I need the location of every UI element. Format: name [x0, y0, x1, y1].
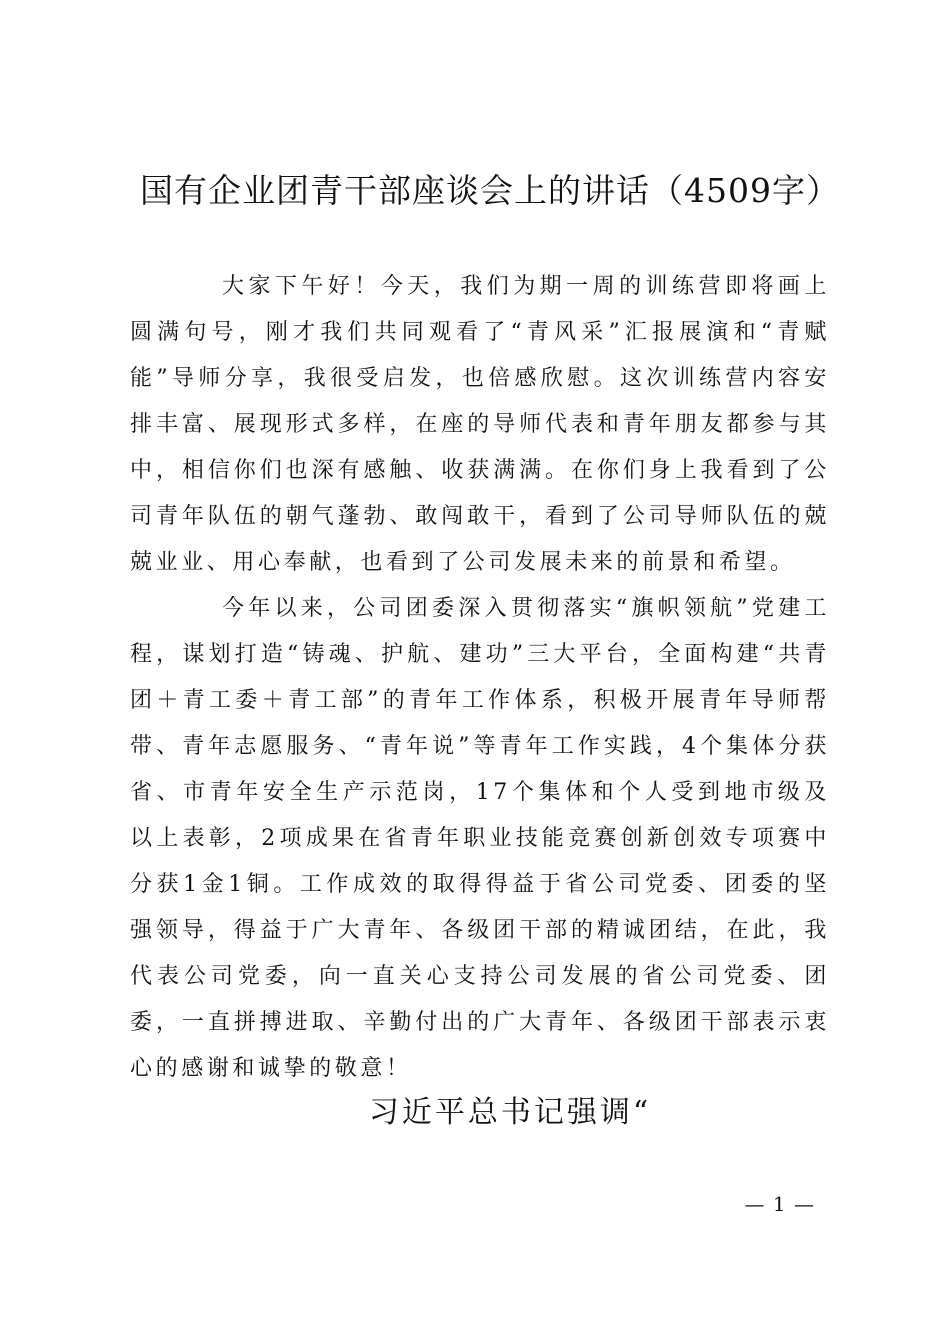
- document-title: 国有企业团青干部座谈会上的讲话（4509字）: [140, 171, 840, 210]
- section-subheading: 习近平总书记强调“: [368, 1095, 652, 1130]
- document-body: [130, 264, 830, 1092]
- paragraph-2: 今年以来，公司团委深入贯彻落实“旗帜领航”党建工程，谋划打造“铸魂、护航、建功”三大平台，全面构建“共青团＋青工委＋青工部”的青年工作体系，积极开展青年导师帮带、青年志愿服务、“青年说”等青年工作实践，4个集体分获省、市青年安全生产示范岗，17个集体和个人受到地市级及以上表彰，2项成果在省青年职业技能竞赛创新创效专项赛中分获1金1铜。工作成效的取得得益于省公司党委、团委的坚强领导，得益于广大青年、各级团干部的精诚团结，在此，我代表公司党委，向一直关心支持公司发展的省公司党委、团委，一直拼搏进取、辛勤付出的广大青年、各级团干部表示衷心的感谢和诚挚的敬意！: [130, 596, 830, 1081]
- paragraph-1: 大家下午好！今天，我们为期一周的训练营即将画上圆满句号，刚才我们共同观看了“青风采”汇报展演和“青赋能”导师分享，我很受启发，也倍感欣慰。这次训练营内容安排丰富、展现形式多样，在座的导师代表和青年朋友都参与其中，相信你们也深有感触、收获满满。在你们身上我看到了公司青年队伍的朝气蓬勃、敢闯敢干，看到了公司导师队伍的兢兢业业、用心奉献，也看到了公司发展未来的前景和希望。: [130, 274, 830, 575]
- page-number: — 1 —: [744, 1192, 815, 1216]
